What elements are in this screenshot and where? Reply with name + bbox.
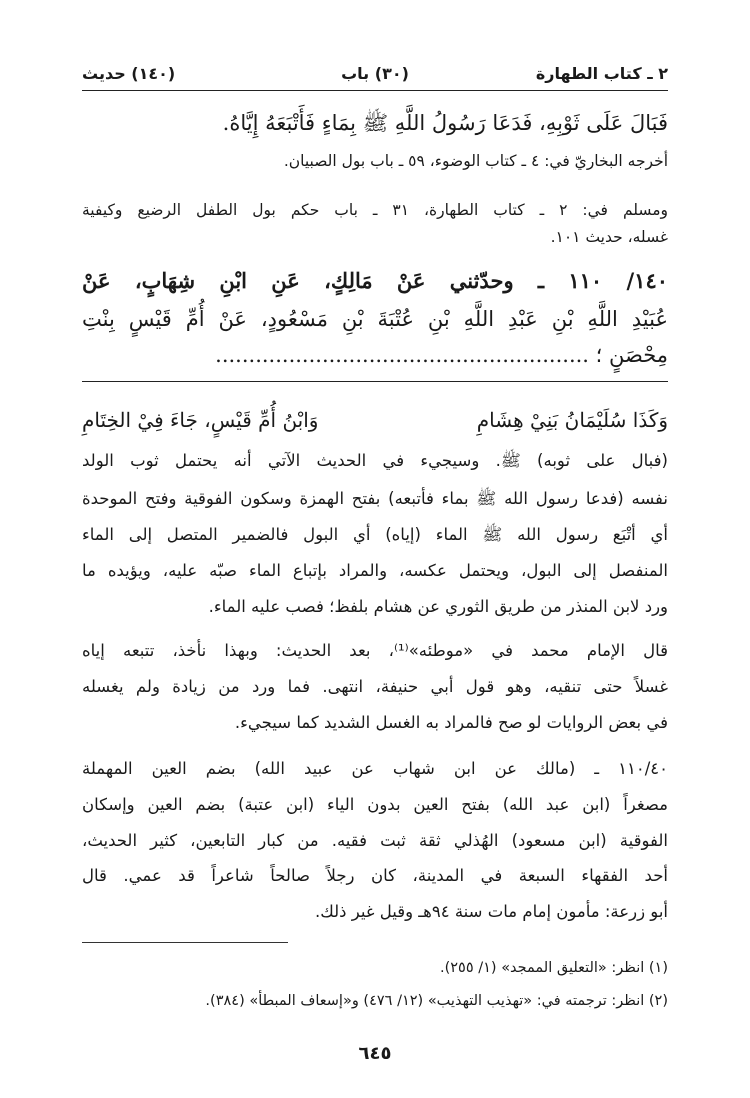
header-hadith-number: (١٤٠) حديث (82, 64, 176, 83)
header-book-title: ٢ ـ كتاب الطهارة (535, 64, 668, 83)
header-chapter: (٣٠) باب (341, 64, 409, 83)
running-header (82, 60, 668, 88)
commentary-line: المنفصل إلى البول، ويحتمل عكسه، والمراد بإتباع الماء صبّه عليه، ويؤيده ما (82, 561, 668, 580)
commentary-line: ورد لابن المنذر من طريق الثوري عن هشام بلفظ؛ فصب عليه الماء. (208, 597, 668, 616)
hadith-line: مِحْصَنٍ ؛ ........................................................ (215, 343, 668, 367)
takhrij-line: ومسلم في: ٢ ـ كتاب الطهارة، ٣١ ـ باب حكم بول الطفل الرضيع وكيفية (82, 201, 669, 219)
poem-first-hemistich: وَكَذَا سُلَيْمَانُ بَنِيْ هِشَامِ (476, 408, 668, 432)
commentary-line: غسلاً حتى تنقيه، وهو قول أبي حنيفة، انتهى. فما ورد من زيادة ولم يغسله (82, 677, 668, 696)
hadith-line: فَبَالَ عَلَى ثَوْبِهِ، فَدَعَا رَسُولُ اللَّهِ ﷺ بِمَاءٍ فَأَتْبَعَهُ إِيَّاهُ. (222, 111, 668, 135)
footnote-rule (82, 942, 288, 943)
commentary-line: في بعض الروايات لو صح فالمراد به الغسل الشديد كما سيجيء. (234, 713, 668, 732)
commentary-line: أحد الفقهاء السبعة في المدينة، كان رجلاً صالحاً شاعراً قد عمي. قال (82, 866, 668, 885)
commentary-line: مصغراً (ابن عبد الله) بفتح العين بدون الياء (ابن عتبة) بضم العين وإسكان (82, 795, 668, 814)
commentary-line: أي أتْبَع رسول الله ﷺ الماء (إياه) أي البول فالضمير المتصل إلى الماء (82, 525, 668, 544)
footnote: (٢) انظر: ترجمته في: «تهذيب التهذيب» (١٢/ ٤٧٦) و«إسعاف المبطأ» (٣٨٤). (205, 993, 668, 1009)
commentary-line: الفوقية (ابن مسعود) الهُذلي ثقة ثبت فقيه. من كبار التابعين، كثير الحديث، (82, 831, 668, 850)
section-rule (82, 381, 668, 382)
commentary-line: نفسه (فدعا رسول الله ﷺ بماء فأتبعه) بفتح الهمزة وسكون الفوقية وفتح الموحدة (82, 489, 668, 508)
header-rule (82, 90, 668, 91)
page-number: ٦٤٥ (358, 1043, 392, 1064)
poem-verse (82, 408, 668, 438)
footnote: (١) انظر: «التعليق الممجد» (١/ ٢٥٥). (439, 960, 668, 976)
hadith-line: عُبَيْدِ اللَّهِ بْنِ عَبْدِ اللَّهِ بْنِ عُتْبَةَ بْنِ مَسْعُودٍ، عَنْ أُمِّ قَيْسٍ بِنْتِ (82, 307, 668, 331)
commentary-line: (فبال على ثوبه) ﷺ. وسيجيء في الحديث الآتي أنه يحتمل ثوب الولد (82, 451, 668, 470)
commentary-line: أبو زرعة: مأمون إمام مات سنة ٩٤هـ وقيل غير ذلك. (315, 902, 668, 921)
commentary-line: قال الإمام محمد في «موطئه»⁽¹⁾، بعد الحديث: وبهذا نأخذ، تتبعه إياه (82, 641, 668, 660)
takhrij-line: غسله، حديث ١٠١. (550, 228, 668, 246)
takhrij-line: أخرجه البخاريّ في: ٤ ـ كتاب الوضوء، ٥٩ ـ باب بول الصبيان. (283, 152, 668, 170)
commentary-line: ١١٠/٤٠ ـ (مالك عن ابن شهاب عن عبيد الله) بضم العين المهملة (82, 759, 668, 778)
hadith-line: ١٤٠/ ١١٠ ـ وحدّثني عَنْ مَالِكٍ، عَنِ ابْنِ شِهَابٍ، عَنْ (82, 268, 669, 293)
poem-second-hemistich: وَابْنُ أُمِّ قَيْسٍ، جَاءَ فِيْ الخِتَامِ (82, 408, 319, 432)
